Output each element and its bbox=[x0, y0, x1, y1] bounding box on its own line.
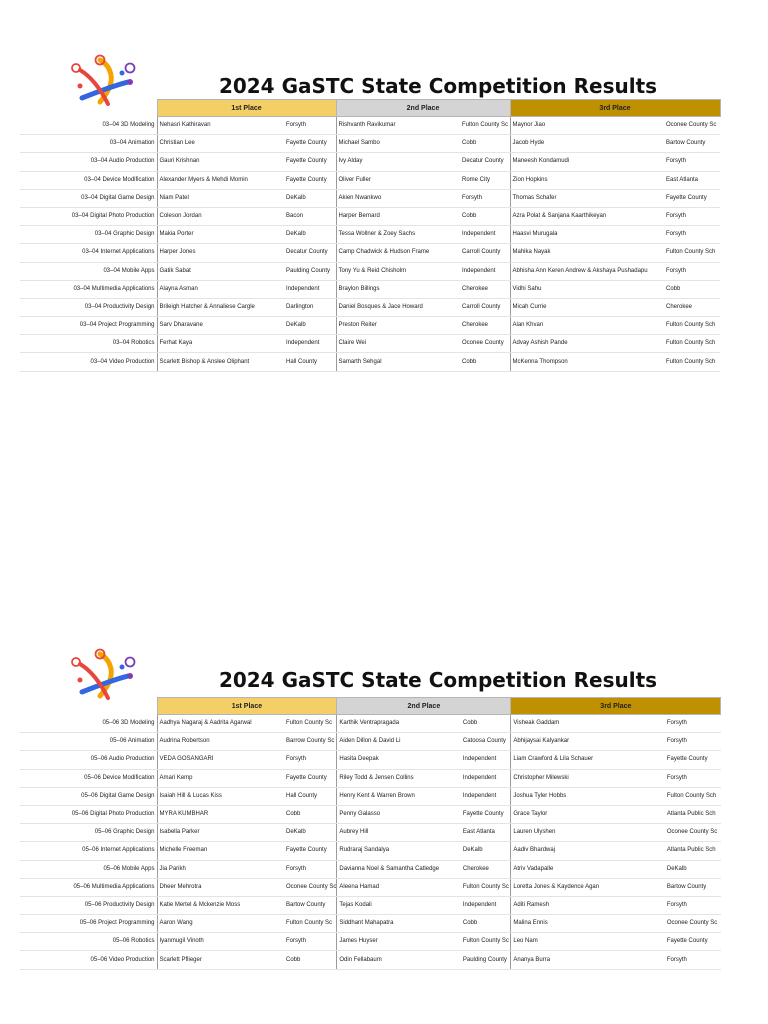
first-place-school: DeKalb bbox=[284, 189, 336, 207]
first-place-school: Darlington bbox=[284, 298, 336, 316]
third-place-name: Abhisha Ann Keren Andrew & Akshaya Pushadapu bbox=[510, 262, 664, 280]
third-place-name: Vidhi Sahu bbox=[510, 280, 664, 298]
page-title: 2024 GaSTC State Competition Results bbox=[218, 668, 658, 692]
third-place-name: Ananya Burra bbox=[511, 951, 665, 969]
category-cell: 03–04 Animation bbox=[20, 135, 157, 153]
second-place-name: Tejas Kodali bbox=[337, 896, 461, 914]
second-place-name: Daniel Bosques & Jace Howard bbox=[336, 298, 460, 316]
second-place-school: Independent bbox=[460, 262, 510, 280]
third-place-school: Fayette County bbox=[664, 189, 720, 207]
first-place-name: Alexander Myers & Mehdi Momin bbox=[157, 171, 284, 189]
first-place-name: Coleson Jordan bbox=[157, 207, 284, 225]
category-cell: 03–04 Multimedia Applications bbox=[20, 280, 157, 298]
first-place-name: Amari Kemp bbox=[157, 769, 284, 787]
first-place-name: Scarlett Bishop & Anslee Oliphant bbox=[157, 353, 284, 371]
table-row bbox=[20, 787, 721, 805]
first-place-name: Audrina Robertson bbox=[157, 733, 284, 751]
second-place-name: Penny Galasso bbox=[337, 805, 461, 823]
first-place-school: Bartow County bbox=[284, 896, 337, 914]
second-place-school: Independent bbox=[461, 769, 511, 787]
second-place-school: Independent bbox=[461, 896, 511, 914]
first-place-name: Christian Lee bbox=[157, 135, 284, 153]
table-row bbox=[20, 951, 721, 969]
second-place-name: Michael Sambo bbox=[336, 135, 460, 153]
first-place-name: Jia Parikh bbox=[157, 860, 284, 878]
first-place-name: Ferhat Kaya bbox=[157, 335, 284, 353]
third-place-name: Aadiv Bhardwaj bbox=[511, 842, 665, 860]
second-place-school: Fulton County Sc bbox=[461, 933, 511, 951]
category-cell: 03–04 Audio Production bbox=[20, 153, 157, 171]
table-row bbox=[20, 896, 721, 914]
third-place-school: Cherokee bbox=[664, 298, 720, 316]
third-place-name: Lauren Ulyshen bbox=[511, 824, 665, 842]
second-place-school: Carroll County bbox=[460, 298, 510, 316]
first-place-school: Paulding County bbox=[284, 262, 336, 280]
second-place-name: Claire Wei bbox=[336, 335, 460, 353]
third-place-school: Cobb bbox=[664, 280, 720, 298]
second-place-school: Fayette County bbox=[461, 805, 511, 823]
third-place-school: Bartow County bbox=[664, 135, 720, 153]
category-cell: 03–04 Productivity Design bbox=[20, 298, 157, 316]
first-place-name: Gatik Sabat bbox=[157, 262, 284, 280]
second-place-name: Braylon Billings bbox=[336, 280, 460, 298]
third-place-name: Grace Taylor bbox=[511, 805, 665, 823]
third-place-name: Liam Crawford & Lila Schauer bbox=[511, 751, 665, 769]
category-cell: 03–04 Project Programming bbox=[20, 317, 157, 335]
second-place-school: Cobb bbox=[460, 135, 510, 153]
category-cell: 05–06 Project Programming bbox=[20, 915, 157, 933]
first-place-name: Gauri Krishnan bbox=[157, 153, 284, 171]
third-place-school: Fayette County bbox=[665, 751, 721, 769]
first-place-name: VEDA GOSANGARI bbox=[157, 751, 284, 769]
results-table bbox=[20, 697, 721, 970]
third-place-name: Micah Currie bbox=[510, 298, 664, 316]
category-cell: 05–06 Graphic Design bbox=[20, 824, 157, 842]
third-place-name: Advay Ashish Pande bbox=[510, 335, 664, 353]
second-place-school: Independent bbox=[461, 787, 511, 805]
category-cell: 05–06 Digital Game Design bbox=[20, 787, 157, 805]
second-place-school: Oconee County bbox=[460, 335, 510, 353]
third-place-school: Fulton County Sch bbox=[664, 317, 720, 335]
third-place-name: Loretta Jones & Kaydence Agan bbox=[511, 878, 665, 896]
first-place-school: Independent bbox=[284, 280, 336, 298]
second-place-school: Cherokee bbox=[460, 280, 510, 298]
third-place-school: Forsyth bbox=[665, 769, 721, 787]
third-place-name: Zion Hopkins bbox=[510, 171, 664, 189]
third-place-school: DeKalb bbox=[665, 860, 721, 878]
second-place-school: Independent bbox=[460, 226, 510, 244]
first-place-name: Isaiah Hill & Lucas Kiss bbox=[157, 787, 284, 805]
table-row bbox=[20, 860, 721, 878]
first-place-name: Dheer Mehrotra bbox=[157, 878, 284, 896]
category-cell: 05–06 Internet Applications bbox=[20, 842, 157, 860]
category-cell: 05–06 Animation bbox=[20, 733, 157, 751]
first-place-name: Isabella Parker bbox=[157, 824, 284, 842]
first-place-name: Iyanmugil Vinoth bbox=[157, 933, 284, 951]
first-place-school: Bacon bbox=[284, 207, 336, 225]
third-place-school: Fulton County Sch bbox=[665, 787, 721, 805]
page-title: 2024 GaSTC State Competition Results bbox=[218, 74, 658, 98]
second-place-name: Oliver Fuller bbox=[336, 171, 460, 189]
third-place-header: 3rd Place bbox=[510, 100, 720, 117]
table-row bbox=[20, 915, 721, 933]
third-place-school: Fayette County bbox=[665, 933, 721, 951]
second-place-school: Decatur County bbox=[460, 153, 510, 171]
second-place-school: Cobb bbox=[460, 207, 510, 225]
table-row bbox=[20, 733, 721, 751]
second-place-name: Ivy Alday bbox=[336, 153, 460, 171]
first-place-school: Forsyth bbox=[284, 860, 337, 878]
second-place-school: Fulton County Sc bbox=[461, 878, 511, 896]
first-place-name: Nehasri Kathiravan bbox=[157, 117, 284, 135]
first-place-name: Sarv Dharavane bbox=[157, 317, 284, 335]
first-place-name: Niam Patel bbox=[157, 189, 284, 207]
table-row bbox=[20, 751, 721, 769]
first-place-school: Cobb bbox=[284, 805, 337, 823]
first-place-school: DeKalb bbox=[284, 226, 336, 244]
first-place-school: Fayette County bbox=[284, 842, 337, 860]
first-place-school: Fayette County bbox=[284, 153, 336, 171]
second-place-name: Aleena Hamad bbox=[337, 878, 461, 896]
third-place-school: Forsyth bbox=[665, 733, 721, 751]
second-place-name: Preston Reiter bbox=[336, 317, 460, 335]
category-cell: 05–06 Productivity Design bbox=[20, 896, 157, 914]
third-place-name: Haasvi Murugala bbox=[510, 226, 664, 244]
third-place-school: Atlanta Public Sch bbox=[665, 842, 721, 860]
third-place-school: Forsyth bbox=[665, 715, 721, 733]
second-place-school: Catoosa County bbox=[461, 733, 511, 751]
second-place-school: Cobb bbox=[461, 915, 511, 933]
third-place-school: Forsyth bbox=[664, 262, 720, 280]
second-place-school: Independent bbox=[461, 751, 511, 769]
third-place-name: Atriv Vadapalle bbox=[511, 860, 665, 878]
second-place-school: Forsyth bbox=[460, 189, 510, 207]
category-cell: 03–04 Digital Game Design bbox=[20, 189, 157, 207]
second-place-name: Samarth Sehgal bbox=[336, 353, 460, 371]
third-place-school: Fulton County Sch bbox=[664, 335, 720, 353]
third-place-name: McKenna Thompson bbox=[510, 353, 664, 371]
third-place-name: Thomas Schafer bbox=[510, 189, 664, 207]
second-place-name: Aiden Dillon & David Li bbox=[337, 733, 461, 751]
third-place-name: Visheak Gaddam bbox=[511, 715, 665, 733]
first-place-name: Scarlett Pflieger bbox=[157, 951, 284, 969]
third-place-school: Fulton County Sch bbox=[664, 353, 720, 371]
category-cell: 05–06 Audio Production bbox=[20, 751, 157, 769]
third-place-school: Oconee County Sc bbox=[665, 824, 721, 842]
third-place-name: Malina Ennis bbox=[511, 915, 665, 933]
gastc-logo-icon bbox=[70, 646, 138, 704]
first-place-school: DeKalb bbox=[284, 317, 336, 335]
third-place-school: Forsyth bbox=[665, 896, 721, 914]
third-place-name: Azra Polat & Sanjana Kaarthikeyan bbox=[510, 207, 664, 225]
first-place-header: 1st Place bbox=[157, 698, 337, 715]
first-place-name: Katie Mertel & Mckenzie Moss bbox=[157, 896, 284, 914]
second-place-name: Harper Bernard bbox=[336, 207, 460, 225]
category-cell: 03–04 Digital Photo Production bbox=[20, 207, 157, 225]
category-cell: 05–06 Video Production bbox=[20, 951, 157, 969]
first-place-school: Independent bbox=[284, 335, 336, 353]
second-place-school: Cherokee bbox=[461, 860, 511, 878]
second-place-name: Karthik Ventrapragada bbox=[337, 715, 461, 733]
first-place-school: DeKalb bbox=[284, 824, 337, 842]
second-place-name: Henry Kent & Warren Brown bbox=[337, 787, 461, 805]
second-place-name: Tony Yu & Reid Chisholm bbox=[336, 262, 460, 280]
table-row bbox=[20, 824, 721, 842]
category-cell: 03–04 Mobile Apps bbox=[20, 262, 157, 280]
first-place-school: Forsyth bbox=[284, 751, 337, 769]
second-place-school: East Atlanta bbox=[461, 824, 511, 842]
third-place-school: East Atlanta bbox=[664, 171, 720, 189]
table-row bbox=[20, 842, 721, 860]
table-row bbox=[20, 769, 721, 787]
second-place-header: 2nd Place bbox=[336, 100, 510, 117]
third-place-header: 3rd Place bbox=[511, 698, 721, 715]
second-place-school: Cherokee bbox=[460, 317, 510, 335]
second-place-name: Riley Todd & Jensen Collins bbox=[337, 769, 461, 787]
second-place-name: Rishvanth Ravikumar bbox=[336, 117, 460, 135]
second-place-name: Hasita Deepak bbox=[337, 751, 461, 769]
category-cell: 05–06 Mobile Apps bbox=[20, 860, 157, 878]
category-cell: 05–06 Digital Photo Production bbox=[20, 805, 157, 823]
second-place-name: Tessa Wollner & Zoey Sachs bbox=[336, 226, 460, 244]
first-place-school: Fulton County Sc bbox=[284, 915, 337, 933]
first-place-school: Fayette County bbox=[284, 171, 336, 189]
third-place-name: Joshua Tyler Hobbs bbox=[511, 787, 665, 805]
third-place-name: Maynor Jiao bbox=[510, 117, 664, 135]
second-place-school: Carroll County bbox=[460, 244, 510, 262]
third-place-name: Aditi Ramesh bbox=[511, 896, 665, 914]
second-place-name: Siddhant Mahapatra bbox=[337, 915, 461, 933]
second-place-school: Rome City bbox=[460, 171, 510, 189]
first-place-name: Alayna Asman bbox=[157, 280, 284, 298]
category-cell: 05–06 3D Modeling bbox=[20, 715, 157, 733]
third-place-name: Abhijaysai Kalyankar bbox=[511, 733, 665, 751]
first-place-name: Makia Porter bbox=[157, 226, 284, 244]
second-place-name: Camp Chadwick & Hudson Frame bbox=[336, 244, 460, 262]
third-place-school: Fulton County Sch bbox=[664, 244, 720, 262]
first-place-header: 1st Place bbox=[157, 100, 336, 117]
second-place-name: Aubrey Hill bbox=[337, 824, 461, 842]
category-cell: 03–04 Internet Applications bbox=[20, 244, 157, 262]
category-cell: 05–06 Robotics bbox=[20, 933, 157, 951]
table-row bbox=[20, 805, 721, 823]
first-place-name: Aadhya Nagaraj & Aadrita Agarwal bbox=[157, 715, 284, 733]
second-place-school: DeKalb bbox=[461, 842, 511, 860]
third-place-name: Mahika Nayak bbox=[510, 244, 664, 262]
third-place-name: Christopher Milewski bbox=[511, 769, 665, 787]
third-place-name: Jacob Hyde bbox=[510, 135, 664, 153]
second-place-name: James Huyser bbox=[337, 933, 461, 951]
second-place-school: Cobb bbox=[460, 353, 510, 371]
first-place-school: Hall County bbox=[284, 353, 336, 371]
category-cell: 05–06 Multimedia Applications bbox=[20, 878, 157, 896]
first-place-name: Michelle Freeman bbox=[157, 842, 284, 860]
second-place-name: Davianna Noel & Samantha Catledge bbox=[337, 860, 461, 878]
third-place-name: Maneesh Kondamudi bbox=[510, 153, 664, 171]
first-place-name: Brileigh Hatcher & Annaliese Cargle bbox=[157, 298, 284, 316]
first-place-school: Forsyth bbox=[284, 933, 337, 951]
third-place-name: Leo Nam bbox=[511, 933, 665, 951]
first-place-school: Hall County bbox=[284, 787, 337, 805]
first-place-name: MYRA KUMBHAR bbox=[157, 805, 284, 823]
third-place-school: Atlanta Public Sch bbox=[665, 805, 721, 823]
first-place-name: Aaron Wang bbox=[157, 915, 284, 933]
second-place-name: Akien Nwankwo bbox=[336, 189, 460, 207]
third-place-school: Oconee County Sc bbox=[665, 915, 721, 933]
second-place-school: Fulton County Sc bbox=[460, 117, 510, 135]
third-place-school: Oconee County Sc bbox=[664, 117, 720, 135]
category-cell: 03–04 Graphic Design bbox=[20, 226, 157, 244]
second-place-school: Paulding County bbox=[461, 951, 511, 969]
first-place-name: Harper Jones bbox=[157, 244, 284, 262]
category-cell: 05–06 Device Modification bbox=[20, 769, 157, 787]
category-cell: 03–04 Video Production bbox=[20, 353, 157, 371]
third-place-school: Bartow County bbox=[665, 878, 721, 896]
header-row bbox=[20, 698, 721, 715]
category-cell: 03–04 Device Modification bbox=[20, 171, 157, 189]
table-row bbox=[20, 933, 721, 951]
first-place-school: Oconee County Sc bbox=[284, 878, 337, 896]
second-place-name: Odin Fellabaum bbox=[337, 951, 461, 969]
table-row bbox=[20, 715, 721, 733]
first-place-school: Fayette County bbox=[284, 769, 337, 787]
second-place-name: Rudraraj Sandalya bbox=[337, 842, 461, 860]
first-place-school: Fulton County Sc bbox=[284, 715, 337, 733]
second-place-header: 2nd Place bbox=[337, 698, 511, 715]
third-place-school: Forsyth bbox=[664, 226, 720, 244]
third-place-name: Alan Khvan bbox=[510, 317, 664, 335]
third-place-school: Forsyth bbox=[664, 153, 720, 171]
first-place-school: Cobb bbox=[284, 951, 337, 969]
first-place-school: Decatur County bbox=[284, 244, 336, 262]
second-place-school: Cobb bbox=[461, 715, 511, 733]
category-cell: 03–04 3D Modeling bbox=[20, 117, 157, 135]
first-place-school: Forsyth bbox=[284, 117, 336, 135]
first-place-school: Fayette County bbox=[284, 135, 336, 153]
third-place-school: Forsyth bbox=[664, 207, 720, 225]
category-cell: 03–04 Robotics bbox=[20, 335, 157, 353]
table-row bbox=[20, 878, 721, 896]
third-place-school: Forsyth bbox=[665, 951, 721, 969]
first-place-school: Barrow County Sc bbox=[284, 733, 337, 751]
